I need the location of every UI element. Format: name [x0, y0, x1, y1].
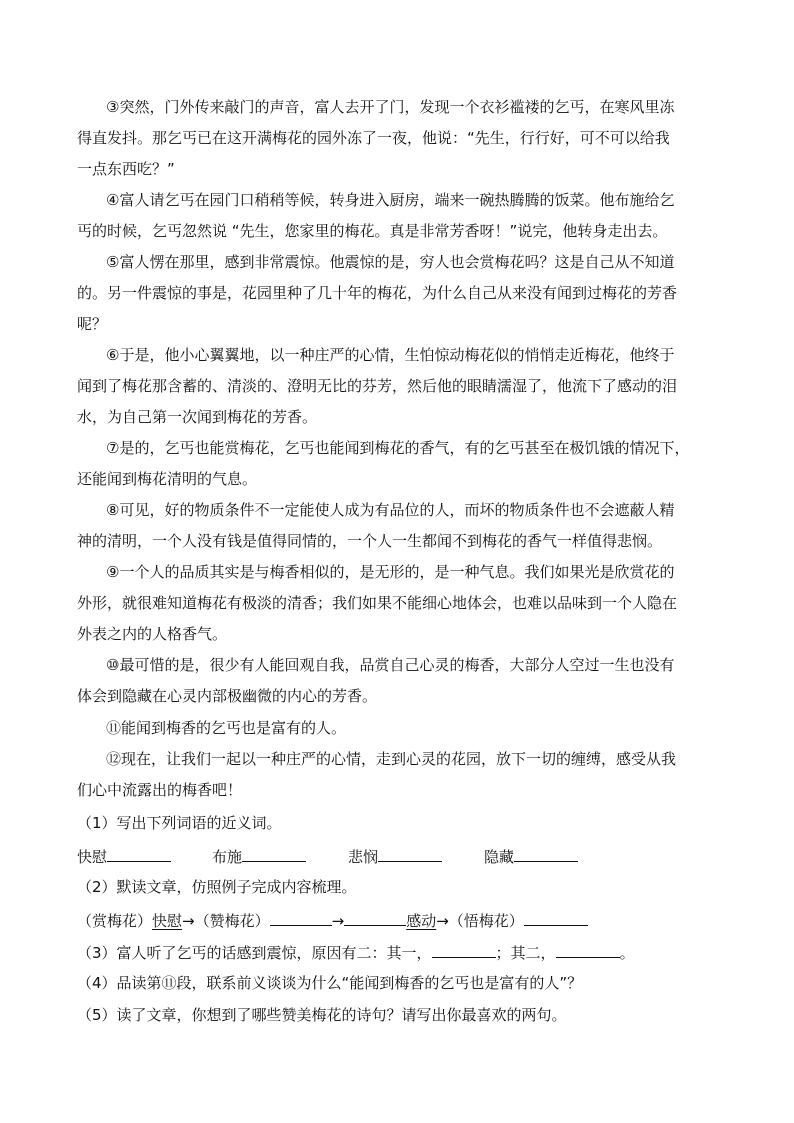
p12-line-2: 们心中流露出的梅香吧！	[77, 781, 243, 799]
q2-chain	[77, 908, 588, 932]
question-3	[77, 940, 635, 964]
q1-word-2: 布施	[212, 848, 243, 866]
p9-line-2: 外形，就很难知道梅花有极淡的清香；我们如果不能细心地体会，也难以品味到一个人隐在	[77, 594, 678, 612]
p5-line-3: 呢？	[77, 315, 108, 333]
p8-line-2: 神的清明，一个人没有钱是值得同情的，一个人一生都闻不到梅花的香气一样值得悲悯。	[77, 532, 663, 550]
arrow-icon: →	[331, 912, 345, 930]
answer-blank[interactable]	[270, 908, 332, 926]
p12-line-1: ⑫现在，让我们一起以一种庄严的心情，走到心灵的花园，放下一切的缠缚，感受从我	[106, 750, 677, 768]
q1-word-1-row	[77, 844, 171, 868]
question-4: （4）品读第⑪段，联系前义谈谈为什么“能闻到梅香的乞丐也是富有的人”？	[77, 974, 583, 992]
q2-label-comprehend: （悟梅花）	[448, 912, 524, 930]
p9-line-1: ⑨一个人的品质其实是与梅香相似的，是无形的，是一种气息。我们如果光是欣赏花的	[106, 563, 675, 581]
p7-line-1: ⑦是的，乞丐也能赏梅花，乞丐也能闻到梅花的香气，有的乞丐甚至在极饥饿的情况下，	[106, 439, 690, 457]
q2-label-appreciate: （赏梅花）	[77, 912, 153, 930]
p3-line-1: ③突然，门外传来敲门的声音，富人去开了门，发现一个衣衫褴褛的乞丐，在寒风里冻	[106, 98, 675, 116]
q1-word-1: 快慰	[77, 848, 108, 866]
arrow-icon: →	[436, 912, 449, 930]
q1-word-3-row	[348, 844, 442, 868]
question-2: （2）默读文章，仿照例子完成内容梳理。	[77, 878, 357, 896]
p7-line-2: 还能闻到梅花清明的气息。	[77, 470, 258, 488]
p5-line-1: ⑤富人愣在那里，感到非常震惊。他震惊的是，穷人也会赏梅花吗？这是自己从不知道	[106, 253, 675, 271]
p6-line-3: 水，为自己第一次闻到梅花的芳香。	[77, 408, 318, 426]
p3-line-3: 一点东西吃？”	[77, 160, 175, 178]
p3-line-2: 得直发抖。那乞丐已在这开满梅花的园外冻了一夜，他说：“先生，行行好，可不可以给我	[77, 129, 670, 147]
answer-blank[interactable]	[378, 844, 442, 862]
p10-line-1: ⑩最可惜的是，很少有人能回观自我，品赏自己心灵的梅香，大部分人空过一生也没有	[106, 656, 675, 674]
q2-moved-word: 感动	[406, 912, 437, 930]
p8-line-1: ⑧可见，好的物质条件不一定能使人成为有品位的人，而坏的物质条件也不会遮蔽人精	[106, 501, 675, 519]
p5-line-2: 的。另一件震惊的事是，花园里种了几十年的梅花，为什么自己从来没有闻到过梅花的芳香	[77, 284, 678, 302]
answer-blank[interactable]	[524, 908, 588, 926]
question-1: （1）写出下列词语的近义词。	[77, 814, 282, 832]
answer-blank[interactable]	[514, 844, 578, 862]
q1-word-4: 隐藏	[484, 848, 515, 866]
answer-blank[interactable]	[432, 940, 496, 958]
q2-label-praise: （赞梅花）	[194, 912, 270, 930]
question-5: （5）读了文章，你想到了哪些赞美梅花的诗句？请写出你最喜欢的两句。	[77, 1006, 567, 1024]
p4-line-1: ④富人请乞丐在园门口稍稍等候，转身进入厨房，端来一碗热腾腾的饭菜。他布施给乞	[106, 191, 675, 209]
p11-line-1: ⑪能闻到梅香的乞丐也是富有的人。	[106, 719, 347, 737]
arrow-icon: →	[182, 912, 195, 930]
p10-line-2: 体会到隐藏在心灵内部极幽微的内心的芳香。	[77, 687, 378, 705]
q2-example-word: 快慰	[152, 912, 183, 930]
p4-line-2: 丐的时候，乞丐忽然说 “先生，您家里的梅花。真是非常芳香呀！”说完，他转身走出去。	[77, 222, 668, 240]
q1-word-4-row	[484, 844, 578, 868]
answer-blank[interactable]	[344, 908, 406, 926]
q1-word-2-row	[212, 844, 306, 868]
q3-end: 。	[619, 944, 635, 962]
answer-blank[interactable]	[242, 844, 306, 862]
q3-mid: ；其二，	[495, 944, 556, 962]
answer-blank[interactable]	[556, 940, 620, 958]
q1-word-3: 悲悯	[348, 848, 379, 866]
p9-line-3: 外表之内的人格香气。	[77, 625, 228, 643]
answer-blank[interactable]	[107, 844, 171, 862]
q3-lead: （3）富人听了乞丐的话感到震惊，原因有二：其一，	[77, 944, 432, 962]
p6-line-1: ⑥于是，他小心翼翼地，以一种庄严的心情，生怕惊动梅花似的悄悄走近梅花，他终于	[106, 346, 675, 364]
p6-line-2: 闻到了梅花那含蓄的、清淡的、澄明无比的芬芳，然后他的眼睛濡湿了，他流下了感动的泪	[77, 377, 678, 395]
